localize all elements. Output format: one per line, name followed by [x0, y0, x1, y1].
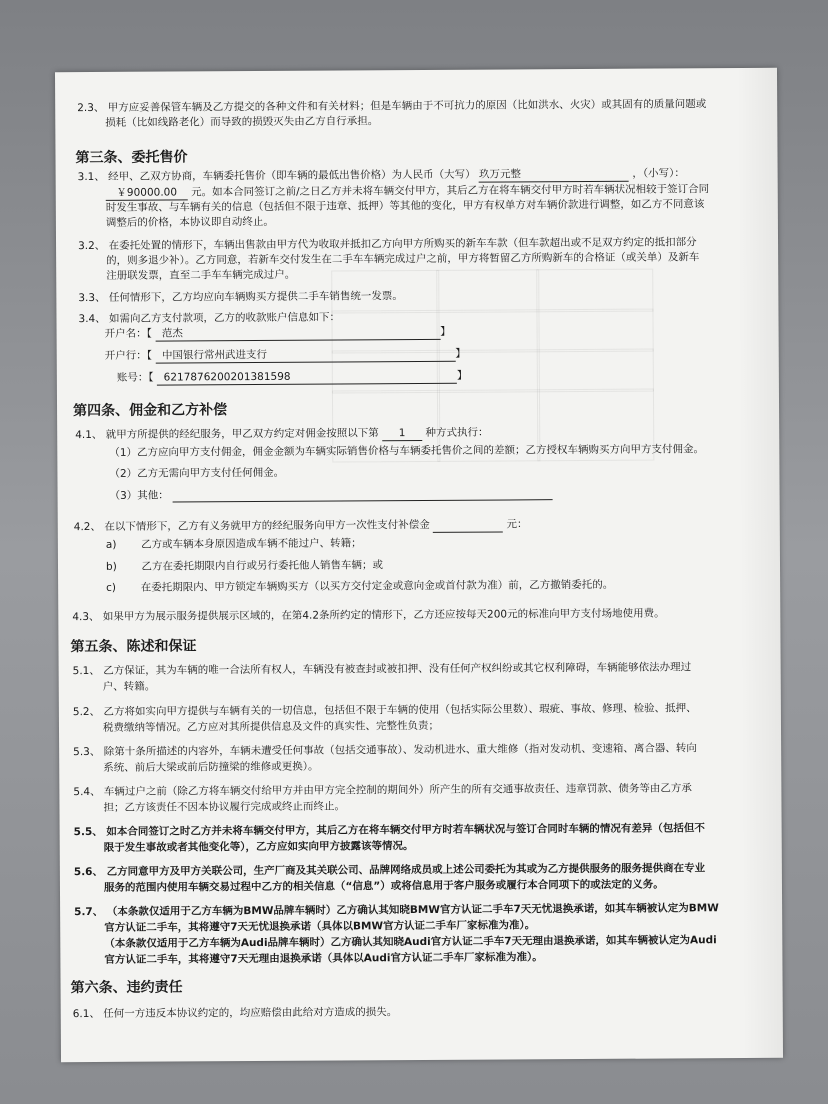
bracket-close: 】: [440, 325, 451, 338]
clause-3-2-line-1: 3.2、 在委托处置的情形下，车辆出售款由甲方代为收取并抵扣乙方向甲方所购买的新车车款（但车款超出或不足双方约定的抵扣部分: [78, 236, 697, 253]
account-holder-name: 范杰: [161, 327, 183, 340]
clause-2-3-line-1: 2.3、 甲方应妥善保管车辆及乙方提交的各种文件和有关材料；但是车辆由于不可抗力的原因（比如洪水、火灾）或其固有的质量问题或: [77, 98, 707, 115]
account-number-row: [117, 370, 468, 386]
account-number-label: 账号：【: [116, 371, 154, 384]
clause-6-1: 6.1、 任何一方违反本协议约定的，均应赔偿由此给对方造成的损失。: [72, 1006, 398, 1021]
clause-3-1-text: 3.1、 经甲、乙双方协商，车辆委托售价（即车辆的最低出售价格）为人民币（大写）: [77, 168, 476, 184]
clause-4-2-item-b: [106, 559, 383, 574]
clause-4-1-text: 种方式执行：: [425, 426, 489, 439]
section-5-heading: 第五条、陈述和保证: [70, 638, 197, 656]
clause-3-3: 3.3、 任何情形下，乙方均应向车辆购买方提供二手车销售统一发票。: [78, 290, 403, 305]
bank-label: 开户行：【: [104, 349, 153, 362]
bank-row: [105, 348, 466, 364]
account-number: 6217876200201381598: [163, 370, 291, 384]
contract-page: [55, 68, 783, 1062]
page-edge-shadow: [737, 68, 783, 1058]
section-4-heading: 第四条、佣金和乙方补偿: [73, 402, 228, 420]
clause-3-4-line-1: 3.4、 如需向乙方支付款项，乙方的收款账户信息如下：: [78, 311, 341, 326]
clause-3-2-line-3: 注册联发票，直至二手车车辆完成过户。: [106, 268, 296, 282]
clause-5-7-line-3: （本条款仅适用于乙方车辆为Audi品牌车辆时）乙方确认其知晓Audi官方认证二手车7天无理由退换承诺，如其车辆被认定为Audi: [104, 934, 717, 950]
clause-5-5-line-2: 限于发生事故或者其他变化等），乙方应如实向甲方披露该等情况。: [103, 840, 414, 854]
clause-5-2-line-1: 5.2、 乙方将如实向甲方提供与车辆有关的一切信息，包括但不限于车辆的使用（包括实际公里数）、瑕疵、事故、修理、检验、抵押、: [72, 702, 697, 719]
commission-option-3: [110, 487, 553, 503]
clause-3-1-line-4: 调整后的价格，本协议即自动终止。: [105, 215, 274, 229]
clause-5-2-line-2: 税费缴纳等情况。乙方应对其所提供信息及文件的真实性、完整性负责；: [102, 719, 440, 734]
clause-4-2-item-c: [106, 579, 613, 595]
clause-5-6-line-1: 5.6、 乙方同意甲方及甲方关联公司，生产厂商及其关联公司、品牌网络成员或上述公司委托为其或为乙方提供服务的服务提供商在专业: [73, 862, 706, 879]
clause-3-1-line-3: 时发生事故、与车辆有关的信息（包括但不限于违章、抵押）等其他的变化，甲方有权单方对车辆价款进行调整，如乙方不同意该: [105, 198, 705, 214]
item-text: 在委托期限内、甲方锁定车辆购买方（以买方交付定金或意向金或首付款为准）前，乙方撤销委托的。: [140, 578, 614, 594]
amount-in-figures: ￥90000.00: [106, 186, 188, 201]
account-number-value: [157, 370, 457, 386]
clause-5-6-line-2: 服务的范围内使用车辆交易过程中乙方的相关信息（“信息”）或将信息用于客户服务或履行本合同项下的或法定的义务。: [103, 878, 664, 894]
clause-3-1-line-1: [78, 167, 685, 185]
clause-4-2-text: 元：: [506, 518, 528, 531]
item-key: c): [106, 581, 117, 594]
clause-4-2-item-a: [106, 537, 362, 552]
compensation-amount-blank: [433, 518, 503, 532]
commission-option-choice: 1: [382, 427, 422, 441]
item-text: 乙方在委托期限内自行或另行委托他人销售车辆；或: [141, 559, 383, 573]
clause-2-3-line-2: 损耗（比如线路老化）而导致的损毁灭失由乙方自行承担。: [105, 115, 379, 129]
clause-4-2-text: 4.2、 在以下情形下，乙方有义务就甲方的经纪服务向甲方一次性支付补偿金: [73, 518, 430, 534]
clause-5-1-line-1: 5.1、 乙方保证，其为车辆的唯一合法所有权人，车辆没有被查封或被扣押、没有任何产权纠纷或其它权利障碍，车辆能够依法办理过: [72, 661, 692, 678]
clause-5-1-line-2: 户、转籍。: [102, 680, 156, 693]
clause-4-2-line-1: [74, 518, 528, 535]
commission-option-2: （2）乙方无需向甲方支付任何佣金。: [109, 466, 285, 480]
amount-in-words: 玖万元整: [479, 168, 629, 183]
clause-5-4-line-2: 担；乙方该责任不因本协议履行完成或终止而终止。: [103, 800, 346, 814]
item-key: b): [105, 560, 117, 573]
item-key: a): [105, 538, 117, 551]
commission-option-1: （1）乙方应向甲方支付佣金，佣金金额为车辆实际销售价格与车辆委托售价之间的差额；乙方授权车辆购买方向甲方支付佣金。: [109, 443, 705, 459]
account-holder-row: [105, 326, 451, 342]
clause-4-1-text: 4.1、 就甲方所提供的经纪服务，甲乙双方约定对佣金按照以下第: [75, 427, 379, 442]
bracket-close: 】: [456, 369, 468, 382]
clause-5-3-line-1: 5.3、 除第十条所描述的内容外，车辆未遭受任何事故（包括交通事故）、发动机进水、重大维修（指对发动机、变速箱、离合器、转向: [73, 742, 697, 759]
clause-3-1-text: 元。如本合同签订之前/之日乙方并未将车辆交付甲方，其后乙方在将车辆交付甲方时若车辆状况相较于签订合同: [191, 183, 710, 199]
section-3-heading: 第三条、委托售价: [75, 149, 188, 167]
clause-5-7-line-2: 官方认证二手车，其将遵守7天无忧退换承诺（具体以BMW官方认证二手车厂家标准为准）。: [104, 919, 536, 934]
account-holder-label: 开户名：【: [104, 327, 152, 340]
bank-name: 中国银行常州武进支行: [161, 348, 268, 362]
bank-value: [155, 348, 455, 364]
bracket-close: 】: [455, 347, 466, 360]
clause-4-1-line-1: [75, 427, 488, 444]
clause-4-3: 4.3、 如果甲方为展示服务提供展示区域的，在第4.2条所约定的情形下，乙方还应按每天200元的标准向甲方支付场地使用费。: [72, 607, 665, 624]
section-6-heading: 第六条、违约责任: [70, 979, 183, 997]
commission-option-3-blank: [172, 488, 552, 502]
commission-option-3-label: （3）其他：: [109, 489, 169, 502]
account-holder-value: [155, 326, 440, 342]
clause-5-3-line-2: 系统、前后大梁或前后防撞梁的维修或更换）。: [103, 760, 319, 774]
clause-3-1-text: ，（小写）：: [632, 167, 685, 180]
clause-5-7-line-1: 5.7、 （本条款仅适用于乙方车辆为BMW品牌车辆时）乙方确认其知晓BMW官方认证二手车7天无忧退换承诺，如其车辆被认定为BMW: [74, 902, 719, 919]
clause-5-4-line-1: 5.4、 车辆过户之前（除乙方将车辆交付给甲方并由甲方完全控制的期间外）所产生的所有交通事故责任、违章罚款、债务等由乙方承: [73, 782, 692, 799]
clause-5-5-line-1: 5.5、 如本合同签订之时乙方并未将车辆交付甲方，其后乙方在将车辆交付甲方时若车辆状况与签订合同时车辆的情况有差异（包括但不: [73, 822, 705, 839]
clause-3-2-line-2: 的，则多退少补）。乙方同意，若新车交付发生在二手车车辆完成过户之前，甲方将暂留乙方所购新车的合格证（或关单）及新车: [106, 251, 700, 267]
clause-5-7-line-4: 官方认证二手车，其将遵守7天无理由退换承诺（具体以Audi官方认证二手车厂家标准为准）。: [104, 951, 543, 966]
item-text: 乙方或车辆本身原因造成车辆不能过户、转籍；: [141, 537, 362, 551]
